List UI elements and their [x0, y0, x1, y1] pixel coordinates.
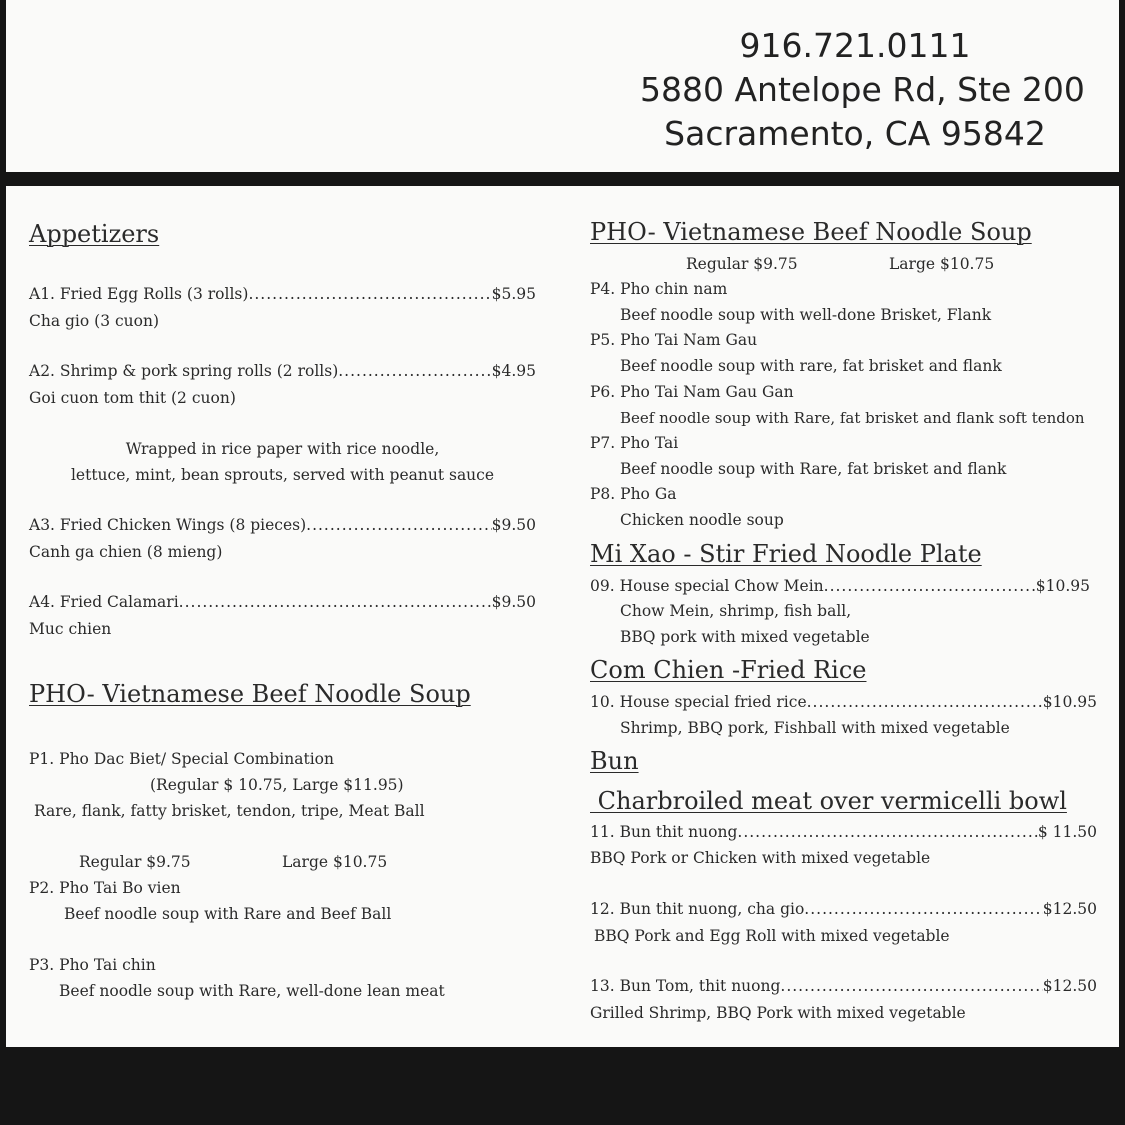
- item-vietnamese-name: Canh ga chien (8 mieng): [29, 543, 223, 561]
- item-description: BBQ Pork and Egg Roll with mixed vegetable: [594, 927, 950, 945]
- item-name: 09. House special Chow Mein: [590, 577, 824, 595]
- regular-price: Regular $9.75: [79, 853, 191, 871]
- item-name: A3. Fried Chicken Wings (8 pieces): [29, 516, 307, 534]
- item-description: Beef noodle soup with Rare, fat brisket and flank: [620, 460, 1007, 478]
- menu-item-p5: P5. Pho Tai Nam Gau: [590, 331, 758, 349]
- item-vietnamese-name: Muc chien: [29, 620, 112, 638]
- pho-heading-right: PHO- Vietnamese Beef Noodle Soup: [590, 218, 1032, 246]
- item-name: A1. Fried Egg Rolls (3 rolls): [29, 285, 249, 303]
- city-line: Sacramento, CA 95842: [664, 114, 1046, 153]
- item-description: BBQ pork with mixed vegetable: [620, 628, 870, 646]
- item-name: A2. Shrimp & pork spring rolls (2 rolls): [29, 362, 339, 380]
- menu-item-p1: P1. Pho Dac Biet/ Special Combination: [29, 750, 334, 768]
- item-price: $10.95: [1042, 693, 1097, 711]
- mi-xao-heading: Mi Xao - Stir Fried Noodle Plate: [590, 540, 982, 568]
- item-description: Chicken noodle soup: [620, 511, 784, 529]
- menu-item-a3: [29, 516, 536, 534]
- large-price: Large $10.75: [282, 853, 388, 871]
- item-price: $ 11.50: [1037, 823, 1097, 841]
- item-description: Rare, flank, fatty brisket, tendon, tripe, Meat Ball: [34, 802, 425, 820]
- menu-item-p2: P2. Pho Tai Bo vien: [29, 879, 181, 897]
- menu-item-p4: P4. Pho chin nam: [590, 280, 728, 298]
- menu-item-p7: P7. Pho Tai: [590, 434, 679, 452]
- item-price: $12.50: [1042, 900, 1097, 918]
- pho-heading-left: PHO- Vietnamese Beef Noodle Soup: [29, 680, 471, 708]
- menu-item-p3: P3. Pho Tai chin: [29, 956, 156, 974]
- item-price: $4.95: [491, 362, 536, 380]
- item-description: Beef noodle soup with rare, fat brisket and flank: [620, 357, 1002, 375]
- phone-number: 916.721.0111: [739, 26, 971, 65]
- menu-item-p8: P8. Pho Ga: [590, 485, 677, 503]
- bun-heading: Bun: [590, 747, 639, 775]
- item-description: Grilled Shrimp, BBQ Pork with mixed vegetable: [590, 1004, 966, 1022]
- item-name: A4. Fried Calamari: [29, 593, 179, 611]
- appetizers-heading: Appetizers: [29, 220, 160, 248]
- menu-item-10: [590, 693, 1097, 711]
- item-price: (Regular $ 10.75, Large $11.95): [150, 776, 404, 794]
- address-line: 5880 Antelope Rd, Ste 200: [640, 70, 1085, 109]
- com-chien-heading: Com Chien -Fried Rice: [590, 656, 867, 684]
- item-description: BBQ Pork or Chicken with mixed vegetable: [590, 849, 931, 867]
- item-price: $5.95: [491, 285, 536, 303]
- item-price: $10.95: [1035, 577, 1090, 595]
- item-description: Wrapped in rice paper with rice noodle,: [125, 440, 440, 458]
- menu-item-12: [590, 900, 1097, 918]
- item-price: $12.50: [1042, 977, 1097, 995]
- item-vietnamese-name: Goi cuon tom thit (2 cuon): [29, 389, 236, 407]
- item-description: Chow Mein, shrimp, fish ball,: [620, 602, 852, 620]
- large-price: Large $10.75: [889, 255, 995, 273]
- menu-item-a4: [29, 593, 536, 611]
- item-name: 10. House special fried rice: [590, 693, 807, 711]
- item-price: $9.50: [491, 593, 536, 611]
- item-price: $9.50: [491, 516, 536, 534]
- menu-item-13: [590, 977, 1097, 995]
- menu-item-11: [590, 823, 1097, 841]
- item-name: 11. Bun thit nuong: [590, 823, 738, 841]
- item-description: lettuce, mint, bean sprouts, served with peanut sauce: [70, 466, 495, 484]
- item-description: Beef noodle soup with Rare, well-done lean meat: [59, 982, 445, 1000]
- item-description: Beef noodle soup with well-done Brisket, Flank: [620, 306, 992, 324]
- menu-item-09: [590, 577, 1090, 595]
- item-description: Beef noodle soup with Rare and Beef Ball: [64, 905, 392, 923]
- item-vietnamese-name: Cha gio (3 cuon): [29, 312, 160, 330]
- regular-price: Regular $9.75: [686, 255, 798, 273]
- bun-subheading: Charbroiled meat over vermicelli bowl: [590, 787, 1067, 815]
- item-description: Shrimp, BBQ pork, Fishball with mixed vegetable: [620, 719, 1010, 737]
- item-name: 12. Bun thit nuong, cha gio: [590, 900, 805, 918]
- menu-item-a2: [29, 362, 536, 380]
- menu-item-p6: P6. Pho Tai Nam Gau Gan: [590, 383, 794, 401]
- item-description: Beef noodle soup with Rare, fat brisket and flank soft tendon: [620, 409, 1085, 427]
- menu-item-a1: [29, 285, 536, 303]
- item-name: 13. Bun Tom, thit nuong: [590, 977, 781, 995]
